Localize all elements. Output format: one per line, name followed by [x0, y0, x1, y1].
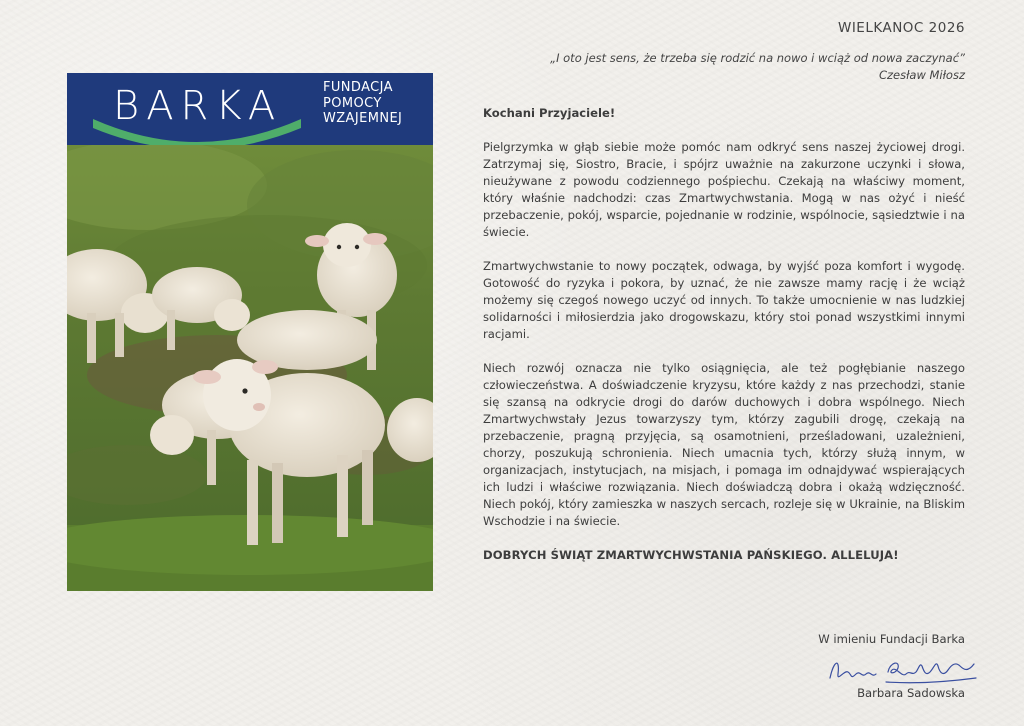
signoff-line: W imieniu Fundacji Barka [818, 632, 965, 646]
logo-tagline [323, 80, 402, 127]
tagline-line-1: FUNDACJA [323, 80, 393, 95]
barka-logo-banner [67, 73, 433, 145]
quote-author: Czesław Miłosz [878, 68, 965, 82]
letter-paragraph-2: Zmartwychwstanie to nowy początek, odwaga, by wyjść poza komfort i wygodę. Gotowość do ryzyka i pokora, by uznać, że nie zawsze mamy rację i że wciąż możemy się czegoś nowego uczyć od innych. To także umocnienie w nas ludzkiej solidarności i miłosierdzia jako drogowskazu, który stoi ponad wszystkimi innymi racjami. [483, 259, 965, 341]
lambs-photo [67, 145, 433, 591]
easter-wishes: DOBRYCH ŚWIĄT ZMARTWYCHWSTANIA PAŃSKIEGO. ALLELUJA! [483, 548, 899, 562]
tagline-line-3: WZAJEMNEJ [323, 111, 403, 126]
date-line: WIELKANOC 2026 [837, 20, 965, 36]
cover-image-card [67, 73, 433, 591]
letter-body [483, 105, 965, 564]
logo-green-arc-icon [89, 113, 305, 149]
epigraph-quote [485, 50, 965, 84]
tagline-line-2: POMOCY [323, 95, 382, 111]
letter-paragraph-1: Pielgrzymka w głąb siebie może pomóc nam odkryć sens naszej życiowej drogi. Zatrzymaj się, Siostro, Bracie, i spójrz uważnie na zakurzone uczynki i słowa, nieużywane z powodu codziennego pośpiechu. Czekają na właściwy moment, który właśnie nadchodzi: czas Zmartwychwstania. Mogą w nas ożyć i nieść przebaczenie, pokój, wsparcie, pojednanie w rodzinie, wspólnocie, sąsiedztwie i na świecie. [483, 140, 965, 239]
letter-greeting: Kochani Przyjaciele! [483, 106, 616, 120]
signer-name: Barbara Sadowska [857, 686, 965, 700]
handwritten-signature [826, 652, 978, 688]
quote-text: „I oto jest sens, że trzeba się rodzić na nowo i wciąż od nowa zaczynać” [550, 51, 965, 65]
letter-paragraph-3: Niech rozwój oznacza nie tylko osiągnięcia, ale też pogłębianie naszego człowieczeństwa. A doświadczenie kryzysu, które każdy z nas przechodzi, stanie się szansą na odkrycie drogi do darów duchowych i dobra wspólnego. Niech Zmartwychwstały Jezus towarzyszy tym, którzy zagubili drogę, czekają na przebaczenie, pragną przyjęcia, są osamotnieni, prześladowani, uzależnieni, chorzy, poszukują schronienia. Niech umacnia tych, którzy służą innym, w organizacjach, instytucjach, na misjach, i pomaga im odnajdywać wspierających ich ludzi i właściwe rozwiązania. Niech doświadczą dobra i okażą wdzięczność. Niech pokój, który zamieszka w naszych sercach, rozleje się w Ukrainie, na Bliskim Wschodzie i na świecie. [483, 361, 965, 528]
barka-wordmark: BARKA [113, 83, 283, 129]
